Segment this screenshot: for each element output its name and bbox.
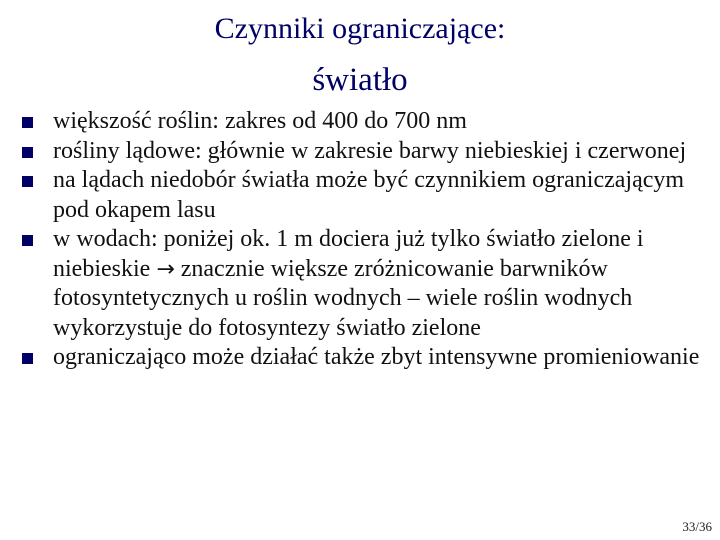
bullet-text-part-2: znacznie większe zróżnicowanie barwników fotosyntetycznych u roślin wodnych – wiele roślin wodnych wykorzystuje do fotosyntezy światło zielone [53,255,633,341]
page-number: 33/36 [682,519,712,534]
bullet-item [22,166,712,225]
bullet-text: większość roślin: zakres od 400 do 700 nm [53,108,467,134]
square-bullet-icon [22,353,33,364]
square-bullet-icon [22,235,33,246]
title-line-1: Czynniki ograniczające: [214,12,506,45]
bullet-text: rośliny lądowe: głównie w zakresie barwy niebieskiej i czerwonej [53,137,687,164]
bullet-item [22,137,712,167]
bullet-list [22,107,712,373]
slide-title [0,12,720,100]
bullet-item [22,107,712,137]
bullet-item [22,225,712,343]
bullet-text: na lądach niedobór światła może być czynnikiem ograniczającym pod okapem lasu [53,167,685,223]
square-bullet-icon [22,176,33,187]
right-arrow-icon: → [156,256,175,282]
square-bullet-icon [22,117,33,128]
title-line-2: światło [312,62,408,98]
bullet-text: ograniczająco może działać także zbyt intensywne promieniowanie [53,344,700,370]
bullet-text-part-1: w wodach: poniżej ok. 1 m dociera już tylko światło zielone i niebieskie [53,226,644,282]
square-bullet-icon [22,147,33,158]
bullet-item [22,343,712,373]
